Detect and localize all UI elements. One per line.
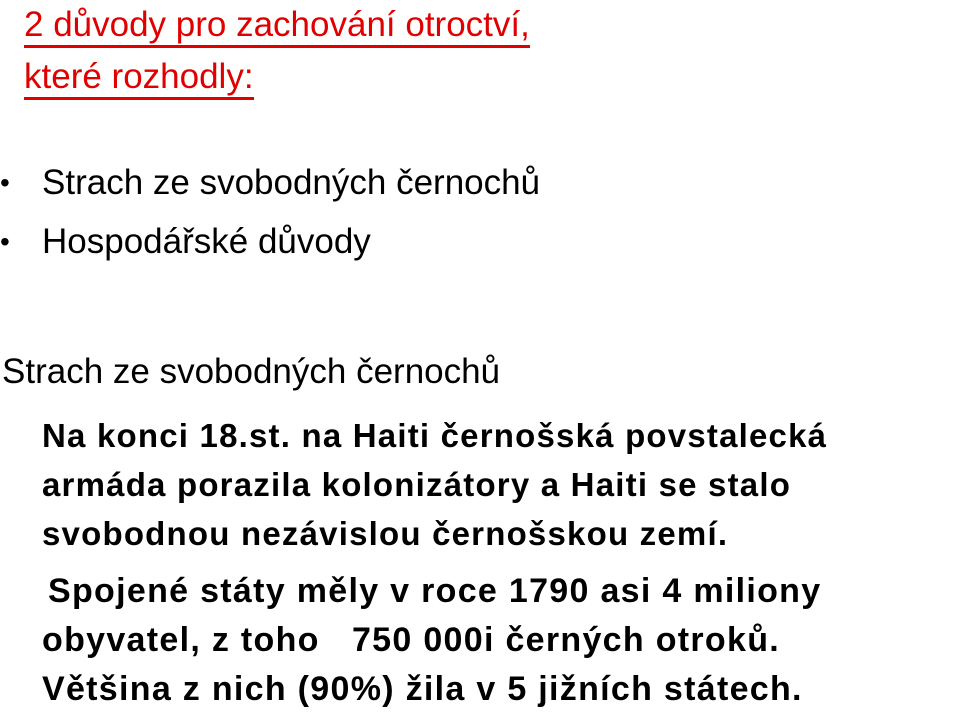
paragraph-line: Většina z nich (90%) žila v 5 jižních státech.	[42, 670, 803, 708]
section-heading: Strach ze svobodných černochů	[2, 352, 501, 391]
paragraph-line: Spojené státy měly v roce 1790 asi 4 miliony	[48, 572, 822, 610]
slide-title	[24, 2, 924, 106]
slide-title-line-2: které rozhodly:	[24, 57, 254, 100]
bullet-icon: •	[0, 167, 10, 198]
paragraph-line: obyvatel, z toho 750 000i černých otroků.	[42, 621, 781, 659]
bullet-icon: •	[0, 226, 10, 257]
slide-title-line-1: 2 důvody pro zachování otroctví,	[24, 5, 530, 48]
bullet-label: Hospodářské důvody	[42, 222, 371, 261]
bullet-label: Strach ze svobodných černochů	[42, 163, 541, 202]
bullet-item-economic	[0, 222, 540, 262]
paragraph-haiti	[42, 411, 827, 558]
paragraph-line: armáda porazila kolonizátory a Haiti se stalo	[42, 466, 792, 503]
bullet-list	[0, 163, 540, 281]
bullet-item-fear	[0, 163, 540, 203]
paragraph-usa	[42, 567, 821, 714]
paragraph-line: Na konci 18.st. na Haiti černošská povstalecká	[42, 417, 828, 454]
paragraph-line: svobodnou nezávislou černošskou zemí.	[42, 515, 729, 552]
